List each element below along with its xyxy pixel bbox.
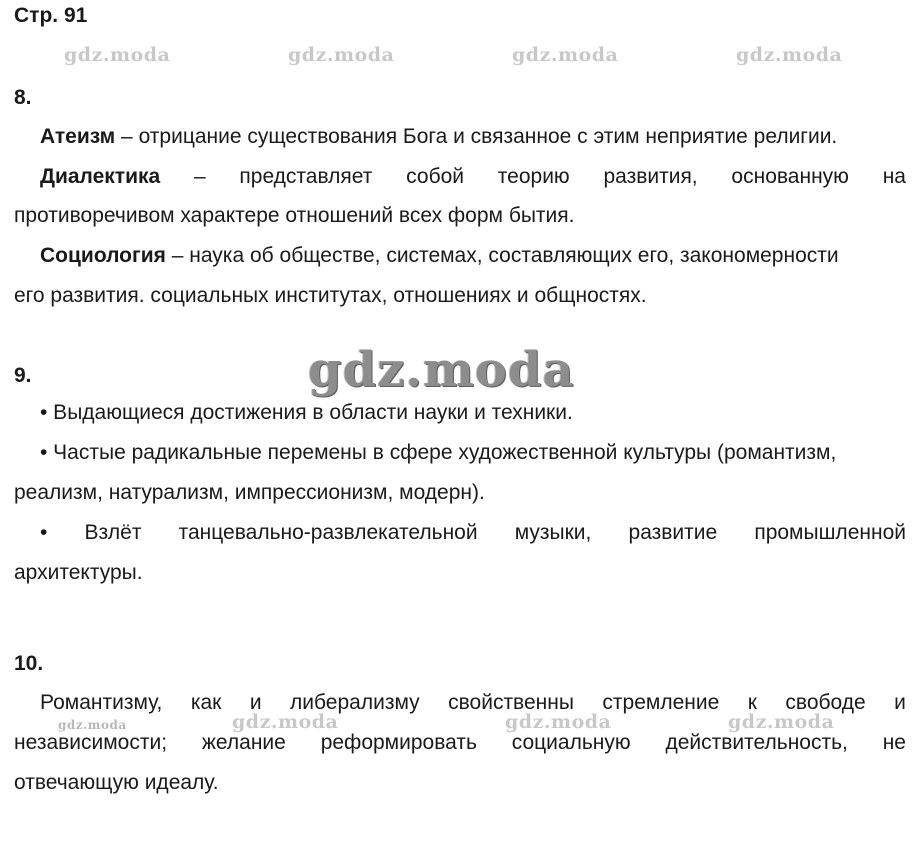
word: – [193,165,206,188]
word: действительность, [665,731,848,754]
word: теорию [497,165,570,188]
watermark-top-4: gdz.moda [736,44,843,66]
word: развития, [603,165,698,188]
question-10-number: 10. [14,652,44,675]
word: представляет [239,165,373,188]
word: желание [201,731,286,754]
word: независимости; [14,731,168,754]
word: стремление [602,691,720,714]
word: либерализму [290,691,420,714]
watermark-top-3: gdz.moda [512,44,619,66]
word: и [894,691,906,714]
dialectics-definition-line-2: противоречивом характере отношений всех форм бытия. [14,204,575,227]
word: не [882,731,906,754]
word: и [249,691,262,714]
page-label: Стр. 91 [14,4,88,27]
question-8-number: 8. [14,86,32,109]
word: реформировать [320,731,477,754]
atheism-text: – отрицание существования Бога и связанное с этим неприятие религии. [115,125,838,148]
watermark-top-2: gdz.moda [288,44,395,66]
q10-line-3: отвечающую идеалу. [14,771,219,794]
word: Романтизму, [40,691,163,714]
q9-item-2-line-2: реализм, натурализм, импрессионизм, модерн). [14,481,485,504]
word: социальную [511,731,631,754]
word: собой [406,165,465,188]
watermark-bottom-1: gdz.moda [232,711,339,733]
q9-item-3-line-2: архитектуры. [14,561,143,584]
sociology-text: – наука об обществе, системах, составляющих его, закономерности [165,244,839,267]
q9-item-1: • Выдающиеся достижения в области науки и техники. [40,401,573,424]
watermark-bottom-2: gdz.moda [505,711,612,733]
watermark-top-1: gdz.moda [64,44,171,66]
sociology-term: Социология [40,244,166,267]
q10-line-2 [14,723,906,763]
word: развитие [628,521,718,544]
word: промышленной [754,521,906,544]
sociology-definition-line-1 [40,236,906,276]
word: основанную [731,165,849,188]
word: на [882,165,906,188]
q9-item-2-line-1: • Частые радикальные перемены в сфере художественной культуры (романтизм, [40,441,837,464]
word: танцевально-развлекательной [178,521,478,544]
word: музыки, [514,521,592,544]
q9-item-3-line-1 [40,513,906,553]
word: свойственны [448,691,574,714]
question-9-number: 9. [14,364,32,387]
watermark-bottom-small: gdz.moda [58,718,127,732]
word: как [190,691,222,714]
watermark-center: gdz.moda [308,342,575,398]
dialectics-definition-line-1 [40,157,906,197]
watermark-bottom-3: gdz.moda [728,711,835,733]
word: Взлёт [84,521,142,544]
dialectics-term: Диалектика [40,165,161,188]
word: свободе [785,691,866,714]
atheism-definition [40,117,906,157]
bullet: • [40,521,48,544]
word: к [747,691,757,714]
atheism-term: Атеизм [40,125,116,148]
sociology-definition-line-2: его развития. социальных институтах, отношениях и общностях. [14,284,647,307]
